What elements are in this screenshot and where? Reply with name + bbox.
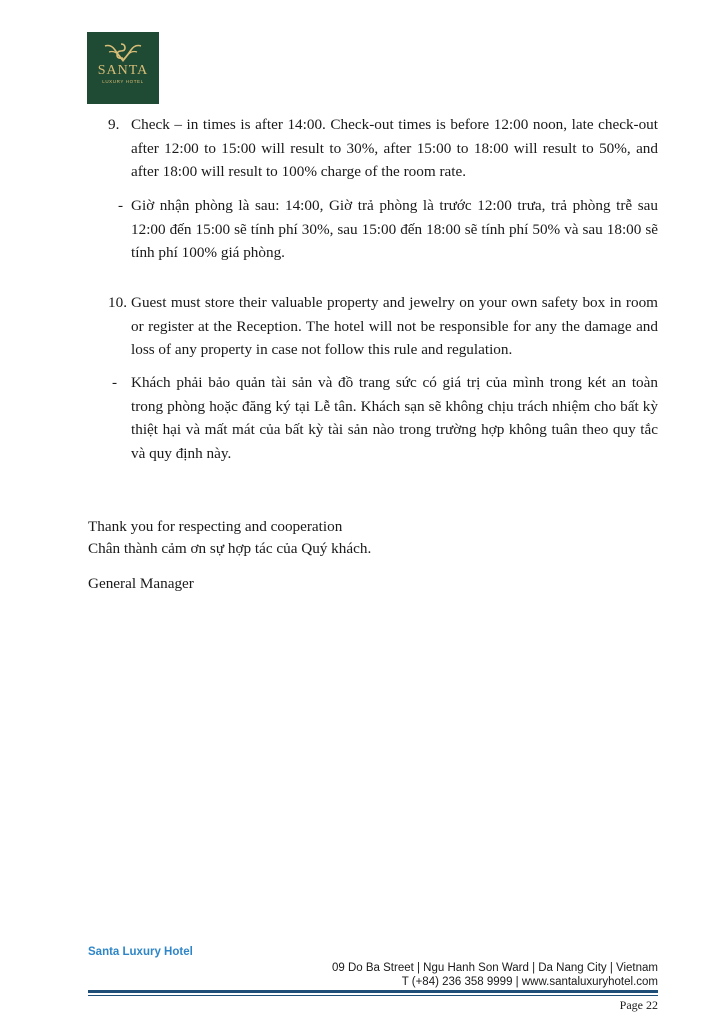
logo-subtitle: LUXURY HOTEL	[102, 79, 144, 84]
rule-vi-marker: -	[112, 374, 118, 391]
rule-text-vi: Giờ nhận phòng là sau: 14:00, Giờ trả phòng là trước 12:00 trưa, trả phòng trễ sau 12:00 đến 15:00 sẽ tính phí 30%, sau 15:00 đến 18:00 sẽ tính phí 50% và sau 18:00 sẽ tính phí 100% giá phòng.	[131, 197, 658, 261]
rule-vi-marker: -	[118, 197, 124, 214]
logo-emblem-icon	[101, 42, 145, 64]
rule-text-en: Guest must store their valuable property and jewelry on your own safety box in room or register at the Reception. The hotel will not be responsible for any the damage and loss of any property in case not follow this rule and regulation.	[131, 294, 658, 358]
thanks-vi: Chân thành cảm ơn sự hợp tác của Quý khách.	[88, 540, 372, 557]
hotel-logo	[87, 32, 159, 104]
page-number: Page 22	[619, 998, 658, 1012]
logo-name: SANTA	[97, 63, 149, 78]
rule-text-en: Check – in times is after 14:00. Check-out times is before 12:00 noon, late check-out after 12:00 to 15:00 will result to 30%, after 15:00 to 18:00 will result to 50%, and after 18:00 will result to 100% charge of the room rate.	[131, 116, 658, 180]
rule-number: 10.	[108, 294, 127, 311]
thanks-en: Thank you for respecting and cooperation	[88, 518, 343, 535]
footer-brand: Santa Luxury Hotel	[88, 946, 193, 958]
footer-contact: T (+84) 236 358 9999 | www.santaluxuryhotel.com	[401, 976, 658, 988]
footer-divider	[88, 990, 658, 993]
signature-title: General Manager	[88, 575, 194, 592]
footer-address: 09 Do Ba Street | Ngu Hanh Son Ward | Da Nang City | Vietnam	[331, 962, 658, 974]
rule-number: 9.	[108, 116, 120, 133]
rule-text-vi: Khách phải bảo quản tài sản và đồ trang sức có giá trị của mình trong két an toàn trong phòng hoặc đăng ký tại Lễ tân. Khách sạn sẽ không chịu trách nhiệm cho bất kỳ thiệt hại và mất mát của bất kỳ tài sản nào trong trường hợp không tuân theo quy tắc và quy định này.	[131, 374, 658, 462]
footer-divider-thin	[88, 995, 658, 996]
